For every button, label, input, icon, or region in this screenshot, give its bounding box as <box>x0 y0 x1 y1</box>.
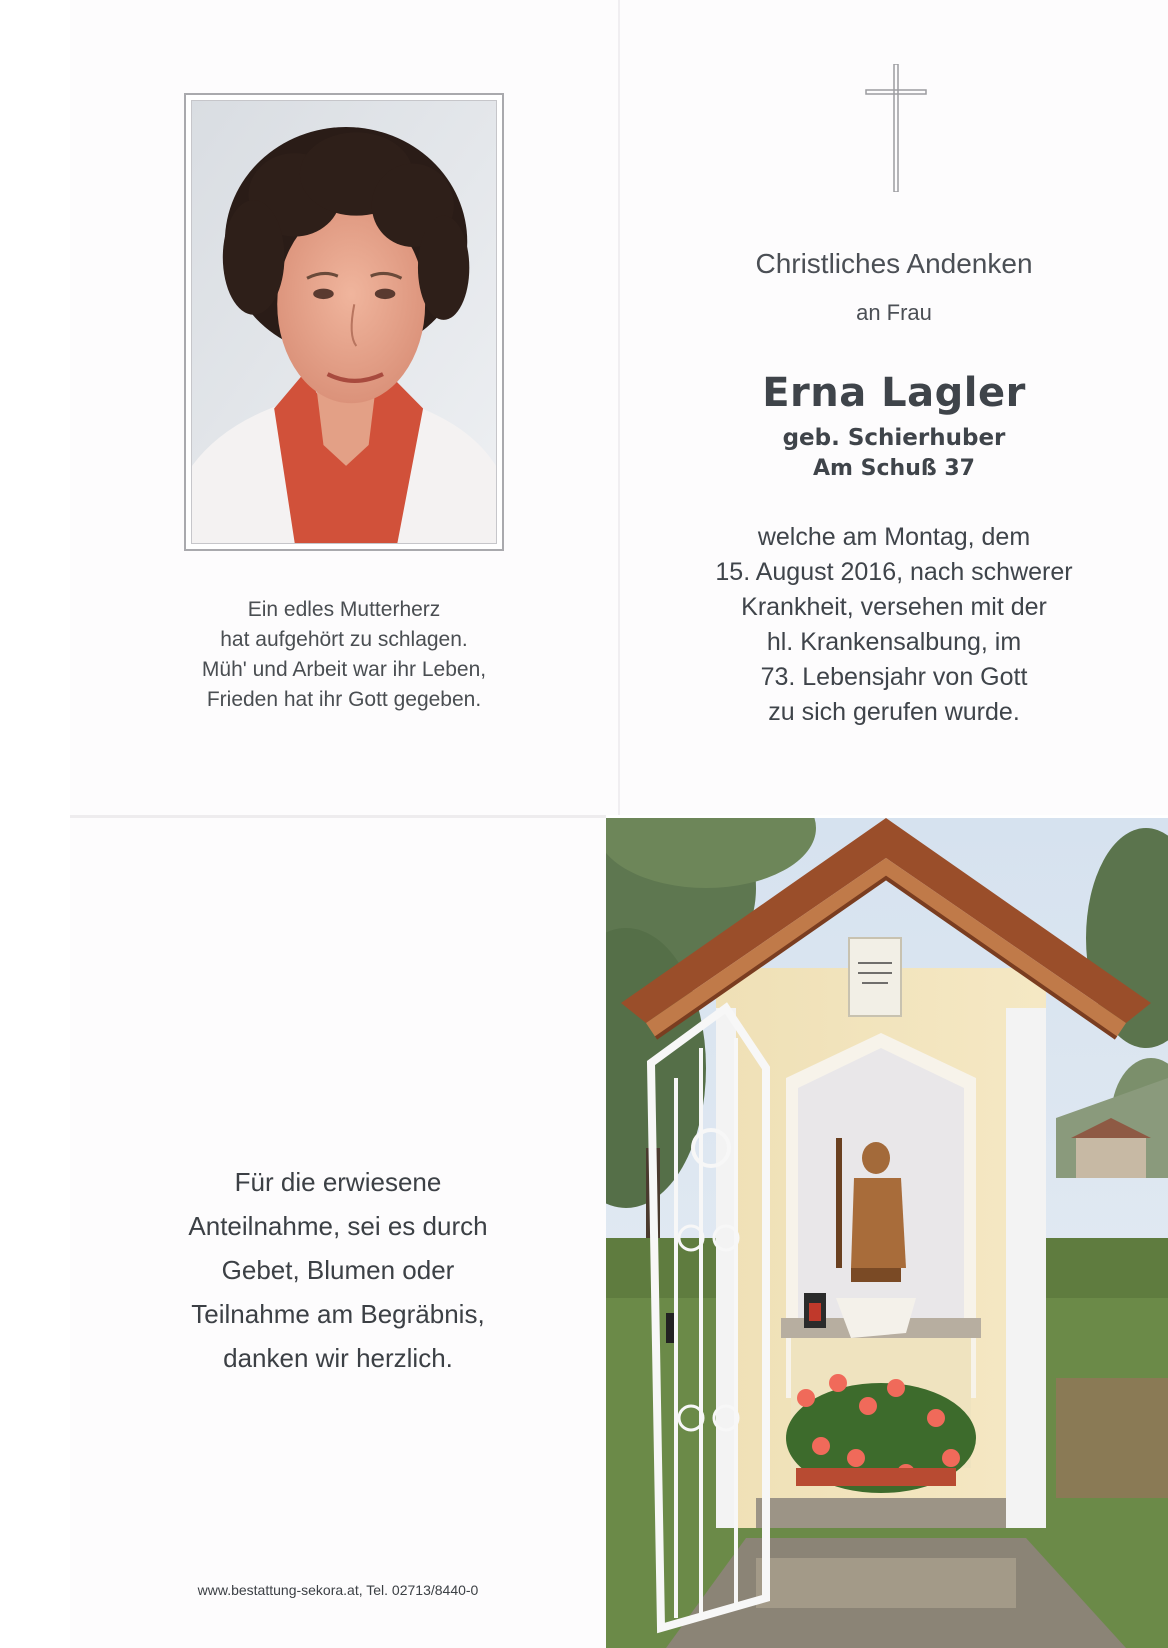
right-page <box>620 0 1168 815</box>
death-line: zu sich gerufen wurde. <box>768 698 1020 726</box>
death-line: Krankheit, versehen mit der <box>741 593 1047 621</box>
death-line: hl. Krankensalbung, im <box>766 628 1022 656</box>
death-line: welche am Montag, dem <box>757 523 1031 551</box>
address: Am Schuß 37 <box>813 456 975 481</box>
verse-line: Frieden hat ihr Gott gegeben. <box>206 688 482 711</box>
cross-icon <box>864 64 928 192</box>
deceased-name: Erna Lagler <box>762 370 1026 416</box>
back-page <box>70 818 606 1648</box>
verse-line: hat aufgehört zu schlagen. <box>220 628 468 651</box>
thanks-line: Anteilnahme, sei es durch <box>188 1211 488 1241</box>
chapel-image <box>606 818 1168 1648</box>
heading: Christliches Andenken <box>755 248 1033 279</box>
footer-contact: www.bestattung-sekora.at, Tel. 02713/8440-0 <box>197 1582 479 1598</box>
verse-line: Müh' und Arbeit war ihr Leben, <box>201 658 487 681</box>
thanks-line: Für die erwiesene <box>234 1167 442 1197</box>
portrait-image <box>192 101 496 543</box>
death-line: 73. Lebensjahr von Gott <box>760 663 1028 691</box>
verse <box>70 595 618 715</box>
thanks-line: danken wir herzlich. <box>223 1343 453 1373</box>
portrait-photo <box>184 93 504 551</box>
thanks-line: Gebet, Blumen oder <box>221 1255 455 1285</box>
maiden-name: geb. Schierhuber <box>782 425 1006 451</box>
death-notice <box>620 520 1168 730</box>
death-line: 15. August 2016, nach schwerer <box>715 558 1073 586</box>
thanks-line: Teilnahme am Begräbnis, <box>191 1299 485 1329</box>
verse-line: Ein edles Mutterherz <box>247 598 441 621</box>
thanks-text <box>70 1160 606 1380</box>
chapel-photo <box>606 818 1168 1648</box>
salutation: an Frau <box>856 300 932 325</box>
left-page <box>70 0 618 815</box>
